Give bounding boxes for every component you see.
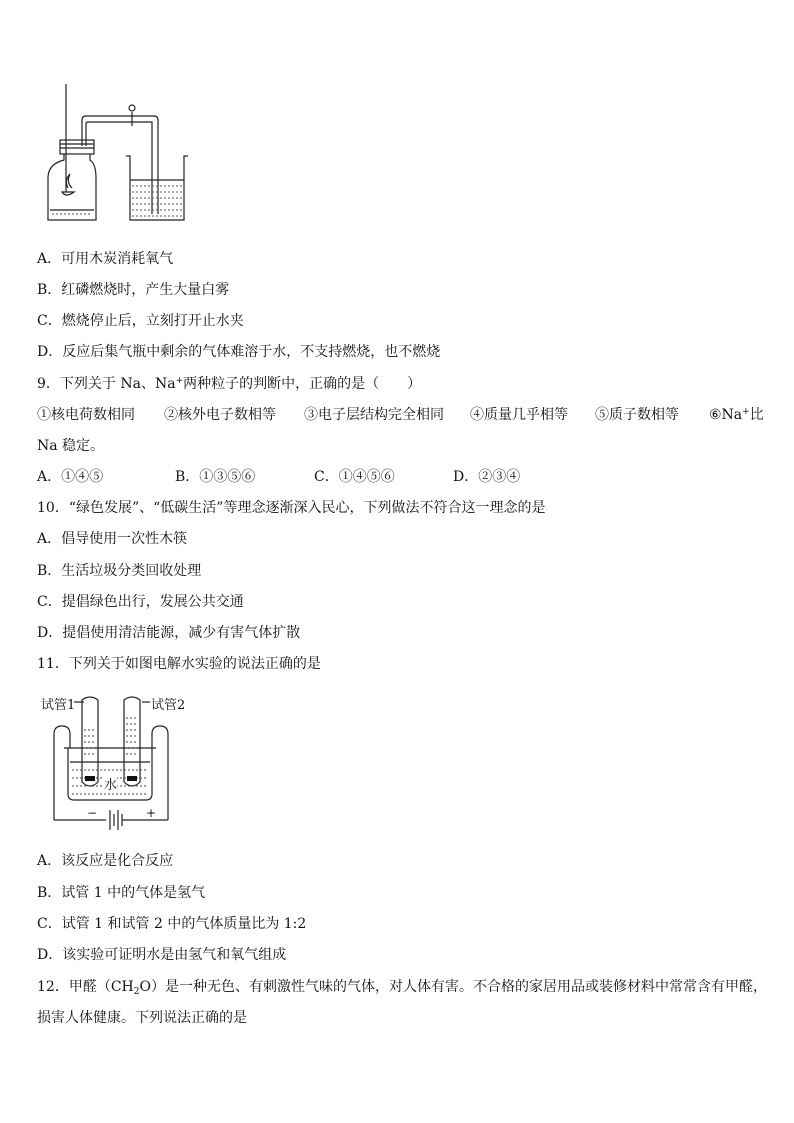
q11-stem: 11．下列关于如图电解水实验的说法正确的是 xyxy=(37,656,321,672)
q9-item-6-part1: ⑥Na xyxy=(709,407,743,423)
q10-stem: 10．“绿色发展”、“低碳生活”等理念逐渐深入民心，下列做法不符合这一理念的是 xyxy=(37,500,546,516)
negative-terminal-label: − xyxy=(87,806,98,820)
q9-item-6 xyxy=(709,406,764,424)
water-label: 水 xyxy=(104,774,117,793)
q9-option-c: C．①④⑤⑥ xyxy=(314,469,395,485)
q11-option-b: B．试管 1 中的气体是氢气 xyxy=(37,885,206,901)
q8-option-a: A．可用木炭消耗氧气 xyxy=(37,251,174,267)
q9-item-2: ②核外电子数相等 xyxy=(164,407,276,423)
electrolysis-figure xyxy=(40,690,210,840)
q10-option-a: A．倡导使用一次性木筷 xyxy=(37,531,188,547)
tube2-label: 试管2 xyxy=(151,698,186,713)
q10-option-d: D．提倡使用清洁能源，减少有害气体扩散 xyxy=(37,625,301,641)
q9-item-4: ④质量几乎相等 xyxy=(470,407,568,423)
q9-options xyxy=(37,468,520,486)
positive-terminal-label: + xyxy=(146,806,157,820)
q9-option-d: D．②③④ xyxy=(453,469,521,485)
q12-stem-line2: 损害人体健康。下列说法正确的是 xyxy=(37,1010,247,1026)
tube1-label: 试管1 xyxy=(41,698,76,713)
q11-option-a: A．该反应是化合反应 xyxy=(37,853,174,869)
q12-stem xyxy=(37,978,767,996)
combustion-apparatus-figure xyxy=(44,84,204,224)
q9-option-a: A．①④⑤ xyxy=(37,469,104,485)
q9-items xyxy=(37,406,764,424)
q12-stem-part1: 12．甲醛（CH xyxy=(37,979,134,995)
q9-stem-sup: + xyxy=(175,376,184,386)
q9-stem-part1: 9．下列关于 Na、Na xyxy=(37,376,176,392)
q9-item-6-sup: + xyxy=(742,407,750,417)
q8-option-d: D．反应后集气瓶中剩余的气体难溶于水，不支持燃烧，也不燃烧 xyxy=(37,344,441,360)
q8-option-b: B．红磷燃烧时，产生大量白雾 xyxy=(37,282,230,298)
q11-option-d: D．该实验可证明水是由氢气和氧气组成 xyxy=(37,947,287,963)
q9-item-1: ①核电荷数相同 xyxy=(37,407,135,423)
q9-item-6-part2: 比 xyxy=(749,407,764,423)
q11-option-c: C．试管 1 和试管 2 中的气体质量比为 1:2 xyxy=(37,916,307,932)
q10-option-b: B．生活垃圾分类回收处理 xyxy=(37,563,202,579)
q9-stem-part2: 两种粒子的判断中，正确的是（ ） xyxy=(183,376,422,392)
q9-option-b: B．①③⑤⑥ xyxy=(175,469,256,485)
q9-item-5: ⑤质子数相等 xyxy=(595,407,679,423)
q9-stem xyxy=(37,375,421,393)
q9-item-6-continued: Na 稳定。 xyxy=(37,438,105,454)
q12-stem-part2: O）是一种无色、有刺激性气味的气体，对人体有害。不合格的家居用品或装修材料中常常含有甲醛， xyxy=(139,979,767,995)
q12-stem-sub: 2 xyxy=(133,987,140,997)
q8-option-c: C．燃烧停止后，立刻打开止水夹 xyxy=(37,313,244,329)
q9-item-3: ③电子层结构完全相同 xyxy=(304,407,444,423)
q10-option-c: C．提倡绿色出行，发展公共交通 xyxy=(37,594,244,610)
